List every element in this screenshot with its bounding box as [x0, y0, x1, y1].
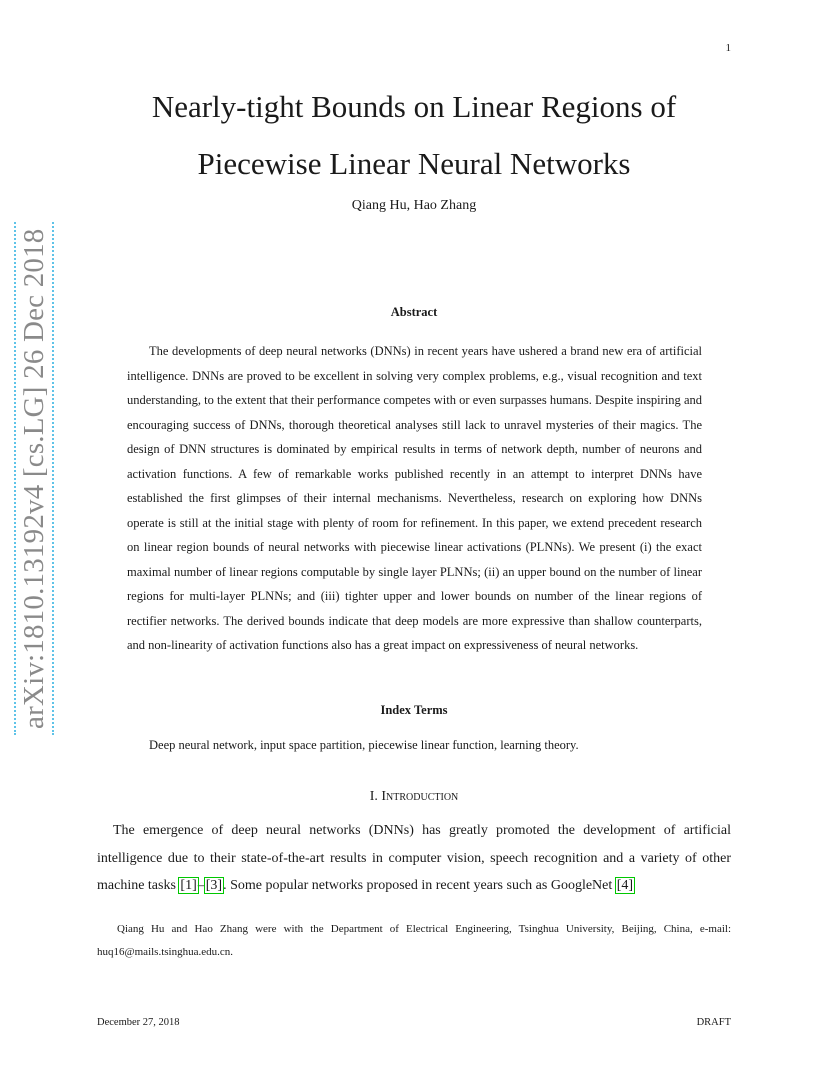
authors: Qiang Hu, Hao Zhang — [351, 198, 477, 213]
section-number: I. — [369, 789, 378, 804]
intro-text-part-2: . Some popular networks proposed in recent years such as GoogleNet — [223, 878, 616, 893]
author-footnote: Qiang Hu and Hao Zhang were with the Department of Electrical Engineering, Tsinghua University, Beijing, China, e-mail: huq16@mails.tsinghua.edu.cn. — [97, 923, 731, 958]
arxiv-identifier-stamp[interactable]: arXiv:1810.13192v4 [cs.LG] 26 Dec 2018 — [14, 222, 54, 735]
title-line-2: Piecewise Linear Neural Networks — [197, 146, 631, 181]
footer-date: December 27, 2018 — [97, 1017, 180, 1028]
index-terms-body: Deep neural network, input space partition, piecewise linear function, learning theory. — [149, 738, 579, 752]
citation-link-3[interactable]: [3] — [205, 878, 223, 893]
abstract-heading: Abstract — [390, 305, 438, 319]
paper-title — [0, 78, 828, 192]
section-heading — [0, 789, 828, 805]
intro-text-part-1: The emergence of deep neural networks (DNNs) has greatly promoted the development of artificial intelligence due to their state-of-the-art results in computer vision, speech recognition and a variety of other machine tasks — [97, 823, 731, 893]
citation-link-4[interactable]: [4] — [616, 878, 634, 893]
section-title: Introduction — [381, 789, 459, 804]
citation-dash: – — [197, 878, 205, 893]
abstract-body: The developments of deep neural networks (DNNs) in recent years have ushered a brand new era of artificial intelligence. DNNs are proved to be excellent in solving very complex problems, e.g., visual recognition and text understanding, to the extent that their performance competes with or even surpasses humans. Despite inspiring and encouraging success of DNNs, thorough theoretical analyses still lack to unravel mysteries of their magics. The design of DNN structures is dominated by empirical results in terms of network depth, number of neurons and activation functions. A few of remarkable works published recently in an attempt to interpret DNNs have established the first glimpses of their internal mechanisms. Nevertheless, research on exploring how DNNs operate is still at the initial stage with plenty of room for refinement. In this paper, we extend precedent research on linear region bounds of neural networks with piecewise linear activations (PLNNs). We present (i) the exact maximal number of linear regions computable by single layer PLNNs; (ii) an upper bound on the number of linear regions for multi-layer PLNNs; and (iii) tighter upper and lower bounds on number of the linear regions of rectifier networks. The derived bounds indicate that deep models are more expressive than shallow counterparts, and non-linearity of activation functions also has a great impact on expressiveness of neural networks. — [127, 344, 702, 652]
index-terms-heading: Index Terms — [380, 703, 448, 717]
introduction-paragraph — [97, 817, 731, 900]
footer-draft-label: DRAFT — [696, 1017, 731, 1028]
page-number: 1 — [725, 42, 731, 54]
citation-link-1[interactable]: [1] — [180, 878, 197, 893]
title-line-1: Nearly-tight Bounds on Linear Regions of — [151, 89, 677, 124]
